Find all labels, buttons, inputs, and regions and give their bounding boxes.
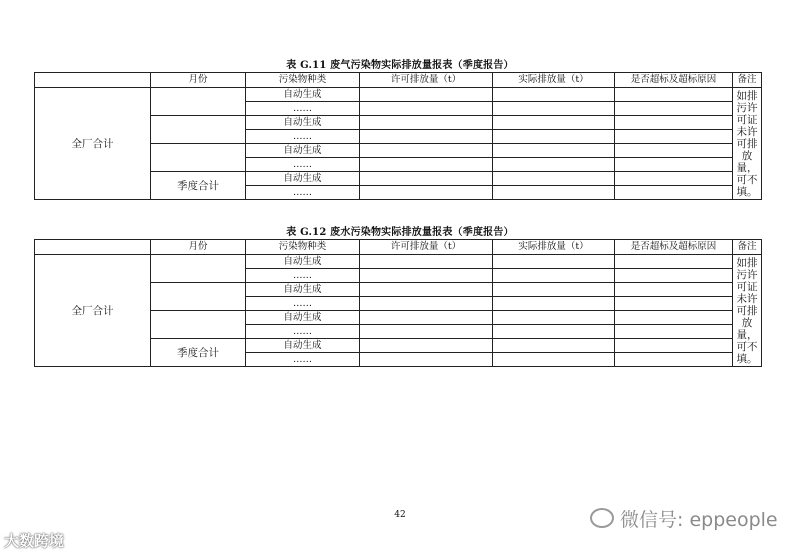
remark-note: 如排污许可证未许可排放量，可不填。: [733, 255, 762, 367]
table-waste-water: [34, 239, 762, 367]
header-cell-exceed: 是否超标及超标原因: [615, 240, 733, 255]
header-cell-exceed: 是否超标及超标原因: [615, 73, 733, 88]
permitted-cell: [360, 255, 493, 269]
month-cell: [151, 255, 246, 283]
wechat-watermark: [590, 505, 778, 532]
pollutant-cell: ……: [246, 186, 360, 200]
actual-cell: [493, 339, 615, 353]
permitted-cell: [360, 297, 493, 311]
month-cell: [151, 311, 246, 339]
actual-cell: [493, 353, 615, 367]
permitted-cell: [360, 130, 493, 144]
exceed-cell: [615, 186, 733, 200]
actual-cell: [493, 144, 615, 158]
quarter-total-label: 季度合计: [151, 339, 246, 367]
header-cell-pollutant: 污染物种类: [246, 240, 360, 255]
actual-cell: [493, 255, 615, 269]
actual-cell: [493, 269, 615, 283]
month-cell: [151, 144, 246, 172]
header-cell-permitted: 许可排放量（t）: [360, 240, 493, 255]
exceed-cell: [615, 158, 733, 172]
table-waste-gas: [34, 72, 762, 200]
permitted-cell: [360, 158, 493, 172]
actual-cell: [493, 102, 615, 116]
actual-cell: [493, 311, 615, 325]
page-number: 42: [394, 510, 406, 520]
header-cell-permitted: 许可排放量（t）: [360, 73, 493, 88]
permitted-cell: [360, 116, 493, 130]
exceed-cell: [615, 255, 733, 269]
month-cell: [151, 116, 246, 144]
permitted-cell: [360, 102, 493, 116]
header-cell-blank: [35, 73, 151, 88]
exceed-cell: [615, 269, 733, 283]
actual-cell: [493, 172, 615, 186]
actual-cell: [493, 297, 615, 311]
pollutant-cell: 自动生成: [246, 311, 360, 325]
pollutant-cell: ……: [246, 297, 360, 311]
header-cell-actual: 实际排放量（t）: [493, 240, 615, 255]
actual-cell: [493, 116, 615, 130]
exceed-cell: [615, 130, 733, 144]
pollutant-cell: ……: [246, 102, 360, 116]
exceed-cell: [615, 144, 733, 158]
wechat-watermark-text: 微信号: eppeople: [620, 509, 778, 531]
permitted-cell: [360, 172, 493, 186]
table-header-row: [35, 73, 762, 88]
exceed-cell: [615, 102, 733, 116]
permitted-cell: [360, 339, 493, 353]
permitted-cell: [360, 325, 493, 339]
actual-cell: [493, 158, 615, 172]
wechat-icon: [590, 508, 614, 528]
permitted-cell: [360, 311, 493, 325]
permitted-cell: [360, 353, 493, 367]
header-cell-blank: [35, 240, 151, 255]
permitted-cell: [360, 269, 493, 283]
pollutant-cell: ……: [246, 130, 360, 144]
actual-cell: [493, 325, 615, 339]
pollutant-cell: ……: [246, 269, 360, 283]
table-caption-g12: 表 G.12 废水污染物实际排放量报表（季度报告）: [286, 227, 514, 238]
permitted-cell: [360, 144, 493, 158]
header-cell-remark: 备注: [733, 73, 762, 88]
pollutant-cell: 自动生成: [246, 283, 360, 297]
permitted-cell: [360, 283, 493, 297]
row-group-label: 全厂合计: [35, 255, 151, 367]
month-cell: [151, 283, 246, 311]
header-cell-remark: 备注: [733, 240, 762, 255]
header-cell-pollutant: 污染物种类: [246, 73, 360, 88]
pollutant-cell: ……: [246, 158, 360, 172]
actual-cell: [493, 130, 615, 144]
exceed-cell: [615, 283, 733, 297]
month-cell: [151, 88, 246, 116]
exceed-cell: [615, 297, 733, 311]
remark-note: 如排污许可证未许可排放量，可不填。: [733, 88, 762, 200]
pollutant-cell: 自动生成: [246, 144, 360, 158]
actual-cell: [493, 88, 615, 102]
table-header-row: [35, 240, 762, 255]
exceed-cell: [615, 172, 733, 186]
permitted-cell: [360, 186, 493, 200]
pollutant-cell: 自动生成: [246, 116, 360, 130]
exceed-cell: [615, 325, 733, 339]
source-watermark-text: 大数跨境: [4, 532, 65, 550]
exceed-cell: [615, 88, 733, 102]
pollutant-cell: 自动生成: [246, 88, 360, 102]
header-cell-actual: 实际排放量（t）: [493, 73, 615, 88]
pollutant-cell: 自动生成: [246, 339, 360, 353]
source-watermark: [4, 530, 64, 551]
pollutant-cell: ……: [246, 353, 360, 367]
table-row: [35, 88, 762, 102]
permitted-cell: [360, 88, 493, 102]
header-cell-month: 月份: [151, 240, 246, 255]
table-row: [35, 255, 762, 269]
quarter-total-label: 季度合计: [151, 172, 246, 200]
header-cell-month: 月份: [151, 73, 246, 88]
exceed-cell: [615, 311, 733, 325]
exceed-cell: [615, 353, 733, 367]
pollutant-cell: 自动生成: [246, 255, 360, 269]
actual-cell: [493, 283, 615, 297]
exceed-cell: [615, 116, 733, 130]
pollutant-cell: 自动生成: [246, 172, 360, 186]
exceed-cell: [615, 339, 733, 353]
pollutant-cell: ……: [246, 325, 360, 339]
table-caption-g11: 表 G.11 废气污染物实际排放量报表（季度报告）: [286, 60, 514, 71]
actual-cell: [493, 186, 615, 200]
row-group-label: 全厂合计: [35, 88, 151, 200]
